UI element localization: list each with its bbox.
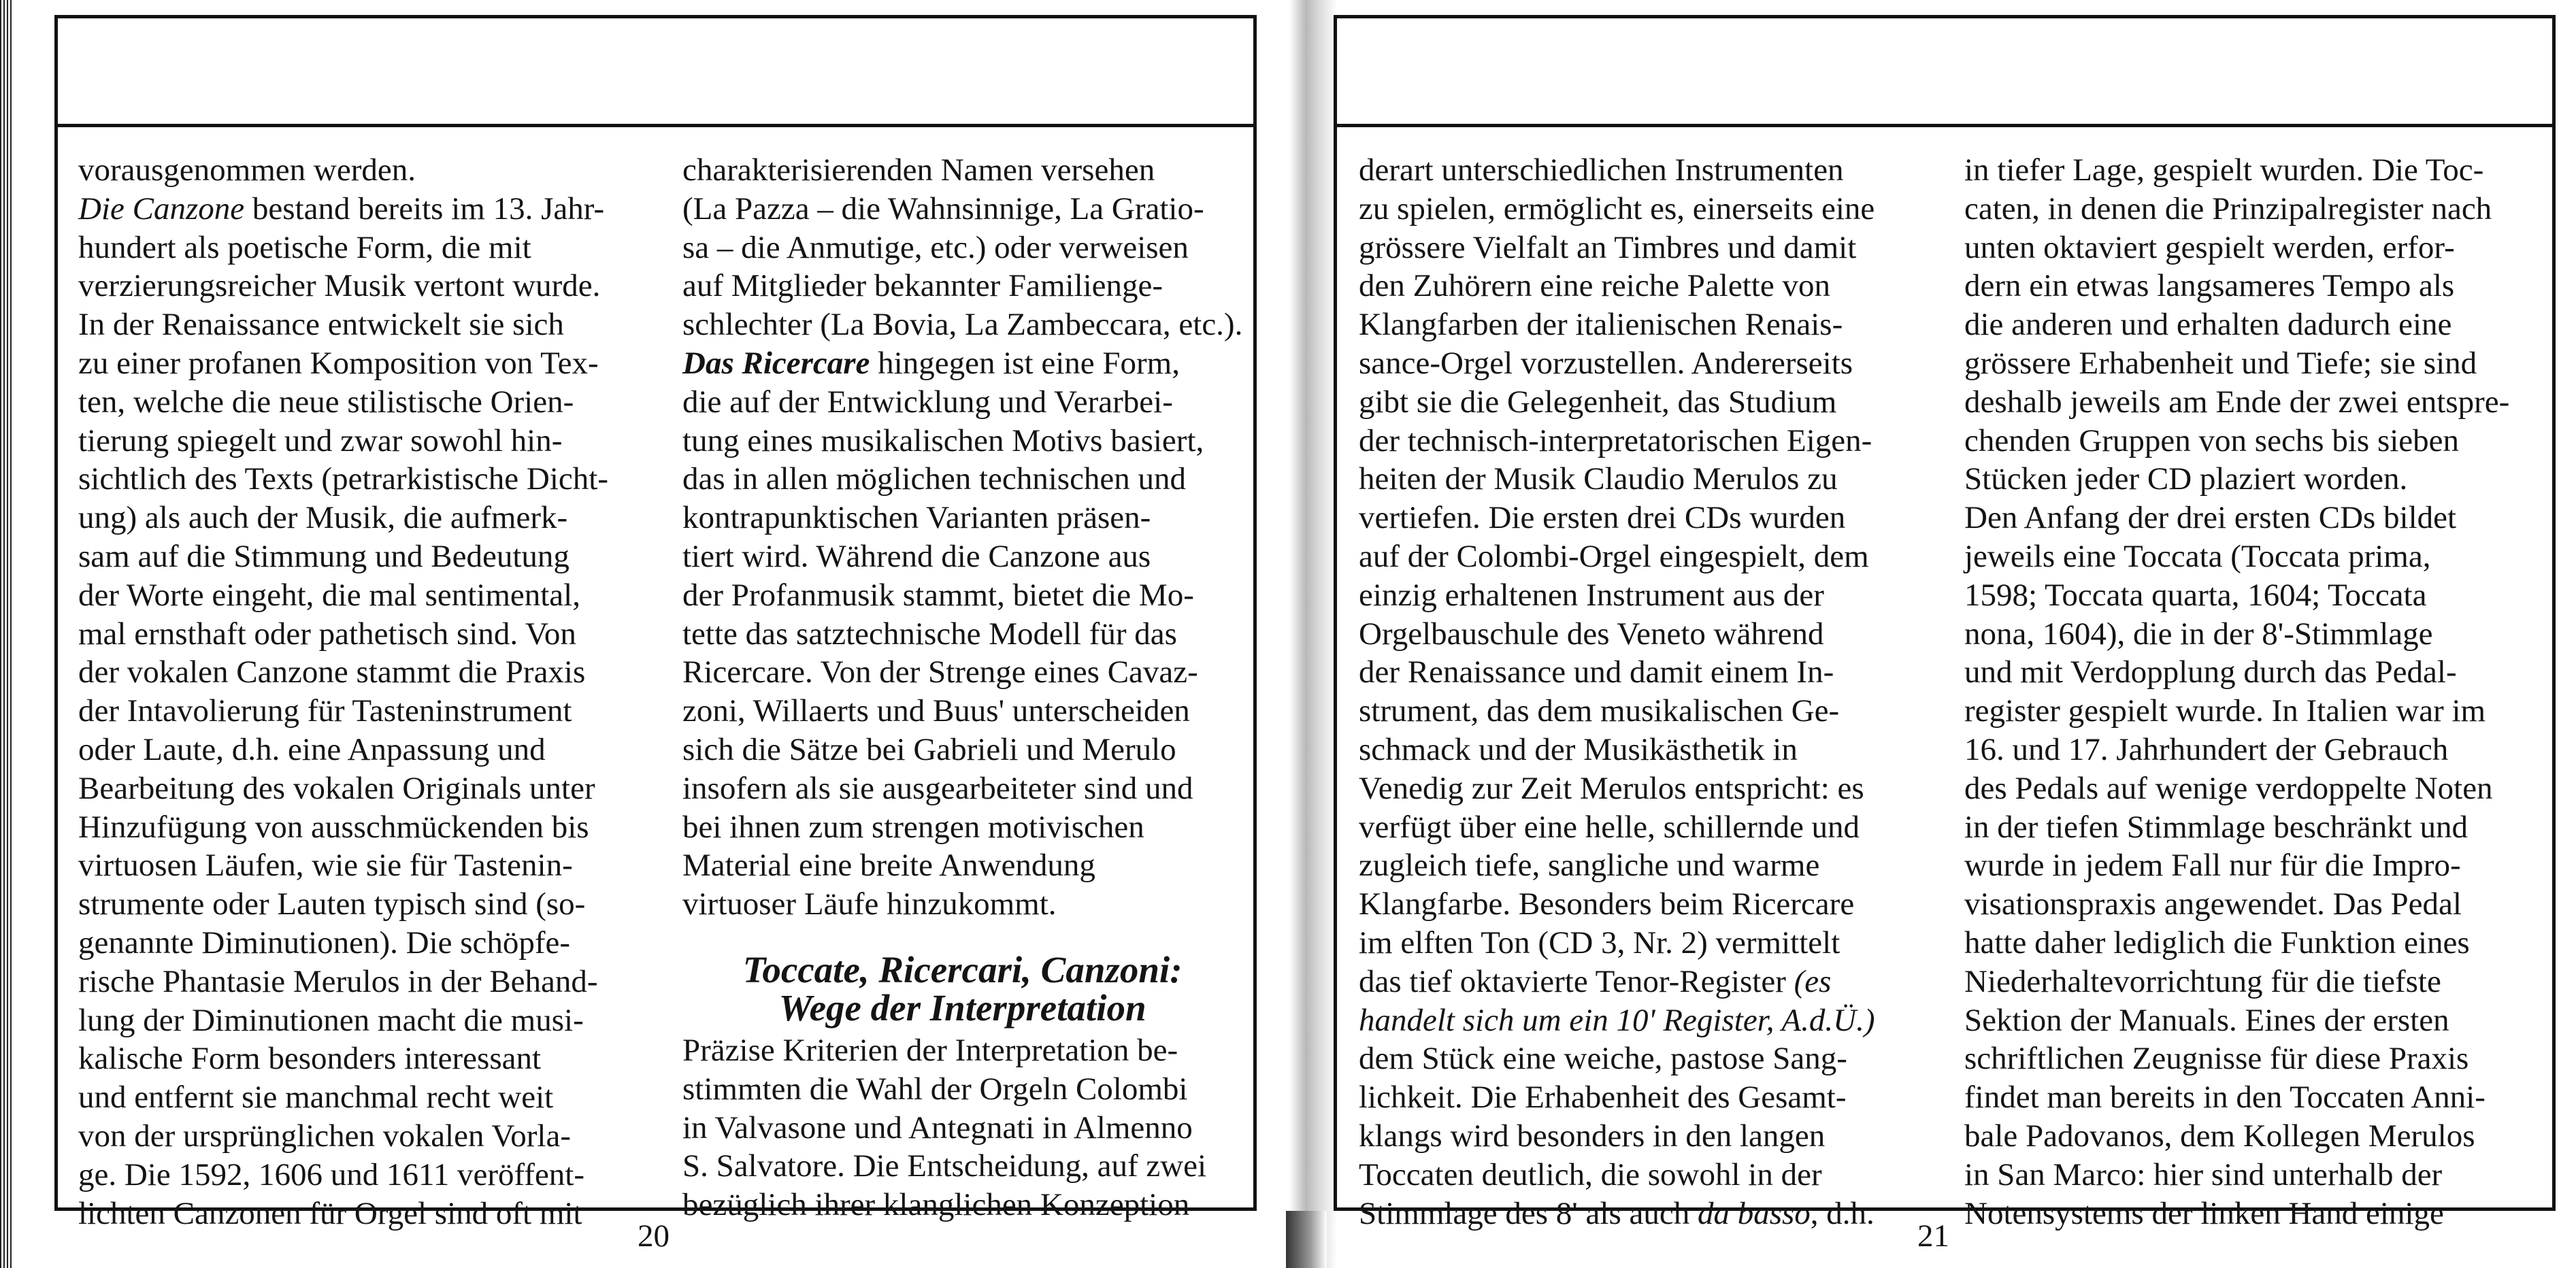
text-line [1359,151,1875,190]
text-span: zoni, Willaerts und Buus' unterscheiden [682,693,1190,729]
text-span: das tief oktavierte Tenor-Register [1359,963,1794,999]
text-line [1964,692,2509,731]
text-column [1964,151,2509,1233]
italic-term: handelt sich um ein 10' Register, A.d.Ü.) [1359,1002,1875,1038]
text-span: oder Laute, d.h. eine Anpassung und [78,731,546,767]
text-column [78,151,608,1233]
text-column [682,151,1242,1224]
text-span: hundert als poetische Form, die mit [78,229,531,265]
text-line [1359,267,1875,305]
text-span: dern ein etwas langsameres Tempo als [1964,268,2455,304]
page-20-header-box [58,18,1253,127]
text-line [78,1117,608,1156]
text-line [78,924,608,963]
text-line [1359,808,1875,847]
text-line [78,460,608,499]
text-line [1964,1195,2509,1233]
text-span: Klangfarben der italienischen Renais- [1359,307,1843,343]
text-line [1359,615,1875,654]
text-span: der Intavolierung für Tasteninstrument [78,693,572,729]
text-span: derart unterschiedlichen Instrumenten [1359,152,1844,188]
text-span: Klangfarbe. Besonders beim Ricercare [1359,886,1855,922]
text-span: mal ernsthaft oder pathetisch sind. Von [78,616,576,652]
text-line [682,499,1242,537]
text-span: der Profanmusik stammt, bietet die Mo- [682,577,1194,613]
text-line [682,692,1242,731]
text-span: grössere Erhabenheit und Tiefe; sie sind [1964,345,2477,381]
text-line [78,808,608,847]
text-span: rische Phantasie Merulos in der Behand- [78,963,598,999]
page-21-frame [1334,15,2556,1231]
text-span: in der tiefen Stimmlage beschränkt und [1964,809,2468,845]
text-span: (La Pazza – die Wahnsinnige, La Gratio- [682,190,1204,227]
text-line [1359,460,1875,499]
text-span: strument, das dem musikalischen Ge- [1359,693,1840,729]
text-span: der vokalen Canzone stammt die Praxis [78,654,586,690]
text-span: Bearbeitung des vokalen Originals unter [78,770,595,806]
text-span: lichten Canzonen für Orgel sind oft mit [78,1195,582,1231]
text-line [1359,1117,1875,1156]
text-span: des Pedals auf wenige verdoppelte Noten [1964,770,2493,806]
text-line [1964,731,2509,769]
text-span: nona, 1604), die in der 8'-Stimmlage [1964,616,2433,652]
text-span: auf der Colombi-Orgel eingespielt, dem [1359,538,1869,574]
text-span: Orgelbauschule des Veneto während [1359,616,1824,652]
text-line [78,769,608,808]
text-span: von der ursprünglichen vokalen Vorla- [78,1118,571,1154]
text-line [1964,924,2509,963]
text-line [1359,422,1875,461]
text-line [682,190,1242,229]
text-span: grössere Vielfalt an Timbres und damit [1359,229,1857,265]
text-span: sam auf die Stimmung und Bedeutung [78,538,569,574]
section-heading [682,948,1242,1029]
text-line [78,267,608,305]
text-line [682,1186,1242,1224]
page-20-frame [54,15,1257,1231]
text-line [682,846,1242,885]
text-line [1359,963,1875,1001]
text-span: tette das satztechnische Modell für das [682,616,1177,652]
text-span: heiten der Musik Claudio Merulos zu [1359,461,1838,497]
text-span: 1598; Toccata quarta, 1604; Toccata [1964,577,2427,613]
text-line [682,653,1242,692]
italic-term: Die Canzone [78,190,245,227]
text-line [78,499,608,537]
text-line [1359,846,1875,885]
text-line [1964,846,2509,885]
text-line [682,885,1242,924]
text-line [78,151,608,190]
text-line [682,1147,1242,1186]
text-span: die anderen und erhalten dadurch eine [1964,307,2452,343]
bold-italic-term: Das Ricercare [682,345,870,381]
text-span: In der Renaissance entwickelt sie sich [78,307,564,343]
text-span: sa – die Anmutige, etc.) oder verweisen [682,229,1189,265]
text-span: schriftlichen Zeugnisse für diese Praxis [1964,1041,2469,1077]
text-line [1964,653,2509,692]
text-span: Toccaten deutlich, die sowohl in der [1359,1156,1822,1192]
text-span: deshalb jeweils am Ende der zwei entspre- [1964,384,2510,420]
text-span: insofern als sie ausgearbeiteter sind und [682,770,1193,806]
text-span: Ricercare. Von der Strenge eines Cavaz- [682,654,1198,690]
text-line [78,1039,608,1078]
text-line [682,422,1242,461]
text-span: einzig erhaltenen Instrument aus der [1359,577,1824,613]
text-line [1964,576,2509,615]
text-span: der Worte eingeht, die mal sentimental, [78,577,580,613]
text-span: tiert wird. Während die Canzone aus [682,538,1151,574]
text-line [78,229,608,267]
text-span: ung) als auch der Musik, die aufmerk- [78,500,568,536]
text-span: verfügt über eine helle, schillernde und [1359,809,1860,845]
text-line [78,615,608,654]
text-span: im elften Ton (CD 3, Nr. 2) vermittelt [1359,924,1840,961]
text-line [78,383,608,422]
text-span: zu spielen, ermöglicht es, einerseits eine [1359,190,1875,227]
text-span: Sektion der Manuals. Eines der ersten [1964,1002,2449,1038]
text-span: verzierungsreicher Musik vertont wurde. [78,268,601,304]
text-line [78,1195,608,1233]
text-line [1359,1078,1875,1117]
text-line [1964,1039,2509,1078]
italic-term: da basso [1697,1195,1811,1231]
text-span: auf Mitglieder bekannter Familienge- [682,268,1163,304]
text-span: bei ihnen zum strengen motivischen [682,809,1144,845]
text-span: zugleich tiefe, sangliche und warme [1359,848,1820,884]
text-span: findet man bereits in den Toccaten Anni- [1964,1080,2486,1116]
text-span: caten, in denen die Prinzipalregister nach [1964,190,2492,227]
text-span: Notensystems der linken Hand einige [1964,1195,2444,1231]
text-span: wurde in jedem Fall nur für die Impro- [1964,848,2461,884]
text-span: bestand bereits im 13. Jahr- [244,190,605,227]
text-span: ge. Die 1592, 1606 und 1611 veröffent- [78,1156,585,1192]
text-line [682,1031,1242,1070]
text-span: schmack und der Musikästhetik in [1359,731,1798,767]
text-span: charakterisierenden Namen versehen [682,152,1155,188]
text-line [1964,422,2509,461]
text-span: Niederhaltevorrichtung für die tiefste [1964,963,2441,999]
page-number: 20 [638,1218,670,1254]
text-line [78,963,608,1001]
text-span: dem Stück eine weiche, pastose Sang- [1359,1041,1847,1077]
text-line [682,769,1242,808]
text-line [1359,653,1875,692]
text-line [682,151,1242,190]
text-span: in tiefer Lage, gespielt wurden. Die Toc- [1964,152,2484,188]
text-line [1964,885,2509,924]
text-span: register gespielt wurde. In Italien war im [1964,693,2486,729]
text-line [78,190,608,229]
italic-term: (es [1794,963,1832,999]
text-span: bale Padovanos, dem Kollegen Merulos [1964,1118,2475,1154]
text-span: Material eine breite Anwendung [682,848,1095,884]
text-line [1964,1078,2509,1117]
text-line [1964,499,2509,537]
text-line [78,1001,608,1040]
text-span: tung eines musikalischen Motivs basiert, [682,422,1204,458]
text-span: hatte daher lediglich die Funktion eines [1964,924,2470,961]
text-span: bezüglich ihrer klanglichen Konzeption [682,1187,1190,1223]
text-line [1359,1001,1875,1040]
text-line [1359,731,1875,769]
text-span: sichtlich des Texts (petrarkistische Dicht- [78,461,608,497]
text-line [78,1078,608,1117]
text-line [682,731,1242,769]
text-span: kalische Form besonders interessant [78,1041,542,1077]
text-span: die auf der Entwicklung und Verarbei- [682,384,1173,420]
text-line [1359,537,1875,576]
text-span: kontrapunktischen Varianten präsen- [682,500,1151,536]
text-span: genannte Diminutionen). Die schöpfe- [78,924,571,961]
text-line [682,537,1242,576]
text-span: 16. und 17. Jahrhundert der Gebrauch [1964,731,2449,767]
text-line [1359,229,1875,267]
text-line [1964,1117,2509,1156]
text-line [1964,267,2509,305]
text-span: lichkeit. Die Erhabenheit des Gesamt- [1359,1080,1847,1116]
text-span: Venedig zur Zeit Merulos entspricht: es [1359,770,1864,806]
text-line [682,305,1242,344]
text-span: virtuoser Läufe hinzukommt. [682,886,1057,922]
text-span: gibt sie die Gelegenheit, das Studium [1359,384,1837,420]
text-span: hingegen ist eine Form, [870,345,1180,381]
text-line [1359,1039,1875,1078]
text-span: unten oktaviert gespielt werden, erfor- [1964,229,2455,265]
text-line [1964,460,2509,499]
text-span: sich die Sätze bei Gabrieli und Merulo [682,731,1176,767]
text-line [1964,808,2509,847]
text-line [1964,305,2509,344]
text-line [78,731,608,769]
text-span: der Renaissance und damit einem In- [1359,654,1834,690]
text-line [682,576,1242,615]
text-span: tierung spiegelt und zwar sowohl hin- [78,422,563,458]
text-line [682,1109,1242,1148]
text-line [682,383,1242,422]
text-line [1359,885,1875,924]
text-line [78,653,608,692]
text-span: stimmten die Wahl der Orgeln Colombi [682,1071,1188,1107]
text-line [1359,1195,1875,1233]
text-span: schlechter (La Bovia, La Zambeccara, etc.). [682,307,1243,343]
text-line [1964,1156,2509,1195]
text-line [78,692,608,731]
text-line [78,305,608,344]
text-span: das in allen möglichen technischen und [682,461,1187,497]
text-line [1359,576,1875,615]
text-line [78,537,608,576]
text-span: in San Marco: hier sind unterhalb der [1964,1156,2443,1192]
text-line [682,1070,1242,1109]
text-span: Hinzufügung von ausschmückenden bis [78,809,589,845]
text-line [1964,344,2509,383]
text-line [1964,383,2509,422]
text-line [682,615,1242,654]
text-span: vertiefen. Die ersten drei CDs wurden [1359,500,1846,536]
text-span: und mit Verdopplung durch das Pedal- [1964,654,2457,690]
text-line [682,808,1242,847]
text-span: chenden Gruppen von sechs bis sieben [1964,422,2460,458]
text-span: jeweils eine Toccata (Toccata prima, [1964,538,2431,574]
book-binding-edge [0,0,12,1268]
text-line [1359,924,1875,963]
text-line [1964,1001,2509,1040]
text-line [1359,305,1875,344]
text-span: S. Salvatore. Die Entscheidung, auf zwei [682,1148,1207,1184]
text-line [78,344,608,383]
text-line [1964,151,2509,190]
text-span: klangs wird besonders in den langen [1359,1118,1826,1154]
text-line [682,344,1242,383]
text-span: in Valvasone und Antegnati in Almenno [682,1110,1193,1146]
text-span: der technisch-interpretatorischen Eigen- [1359,422,1872,458]
text-line [682,460,1242,499]
text-line [78,422,608,461]
text-span: und entfernt sie manchmal recht weit [78,1080,554,1116]
text-line [682,229,1242,267]
text-span: Stimmlage des 8' als auch [1359,1195,1698,1231]
text-span: Den Anfang der drei ersten CDs bildet [1964,500,2457,536]
text-span: virtuosen Läufen, wie sie für Tastenin- [78,848,573,884]
text-span: , d.h. [1810,1195,1875,1231]
text-column [1359,151,1875,1233]
text-line [1964,190,2509,229]
text-line [1964,615,2509,654]
text-span: lung der Diminutionen macht die musi- [78,1002,584,1038]
text-span: strumente oder Lauten typisch sind (so- [78,886,586,922]
text-line [1964,769,2509,808]
text-line [78,885,608,924]
section-heading-line: Toccate, Ricercari, Canzoni: [742,948,1183,990]
text-span: ten, welche die neue stilistische Orien- [78,384,574,420]
text-span: Stücken jeder CD plaziert worden. [1964,461,2408,497]
section-heading-line: Wege der Interpretation [778,986,1146,1029]
text-line [682,267,1242,305]
text-line [1359,190,1875,229]
text-line [78,576,608,615]
text-line [1359,769,1875,808]
text-line [1359,383,1875,422]
book-gutter-fold [1286,1211,1327,1268]
text-span: vorausgenommen werden. [78,152,416,188]
text-line [1964,537,2509,576]
text-span: den Zuhörern eine reiche Palette von [1359,268,1830,304]
text-line [78,1156,608,1195]
text-line [1964,963,2509,1001]
text-span: zu einer profanen Komposition von Tex- [78,345,599,381]
text-line [78,846,608,885]
text-line [1359,499,1875,537]
text-line [1964,229,2509,267]
page-21-header-box [1337,18,2552,127]
page-number: 21 [1917,1218,1949,1254]
text-line [1359,344,1875,383]
text-line [1359,1156,1875,1195]
text-span: sance-Orgel vorzustellen. Andererseits [1359,345,1853,381]
text-span: visationspraxis angewendet. Das Pedal [1964,886,2462,922]
text-span: Präzise Kriterien der Interpretation be- [682,1032,1178,1068]
book-gutter-shadow [1289,0,1337,1268]
text-line [1359,692,1875,731]
